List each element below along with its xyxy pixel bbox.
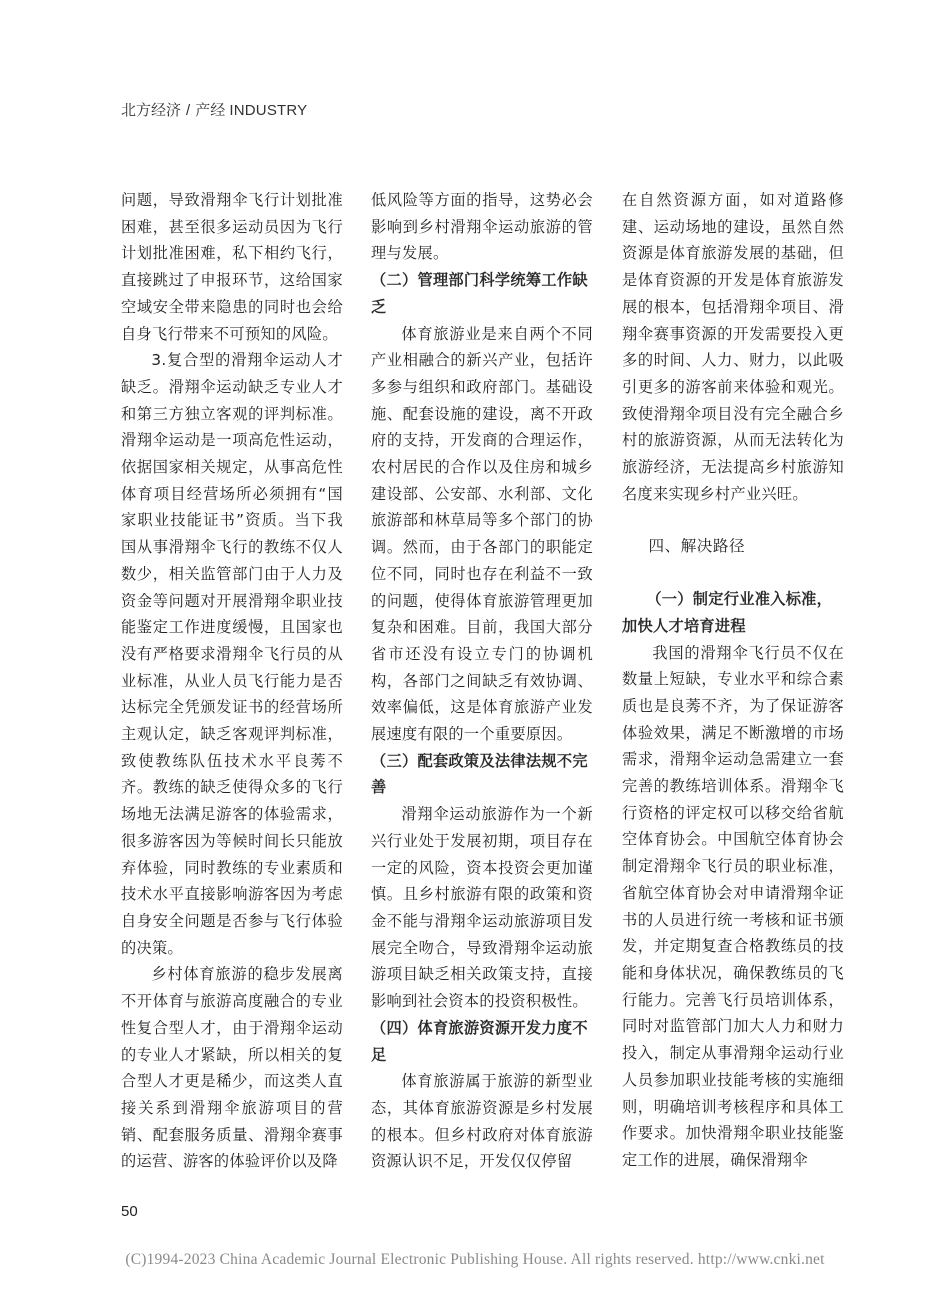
paragraph: 问题，导致滑翔伞飞行计划批准困难，甚至很多运动员因为飞行计划批准困难，私下相约飞行，直接跳过了申报环节，这给国家空域安全带来隐患的同时也会给自身飞行带来不可预知的风险。 <box>121 191 343 343</box>
paragraph: 体育旅游业是来自两个不同产业相融合的新兴产业，包括许多参与组织和政府部门。基础设施、配套设施的建设，离不开政府的支持，开发商的合理运作，农村居民的合作以及住房和城乡建设部、公安部、水利部、文化旅游部和林草局等多个部门的协调。然而，由于各部门的职能定位不同，同时也存在利益不一致的问题，使得体育旅游管理更加复杂和困难。目前，我国大部分省市还没有设立专门的协调机构，各部门之间缺乏有效协调、效率偏低，这是体育旅游产业发展速度有限的一个重要原因。 <box>371 324 593 744</box>
subheading: （二）管理部门科学统筹工作缺乏 <box>371 271 588 316</box>
paragraph: 低风险等方面的指导，这势必会影响到乡村滑翔伞运动旅游的管理与发展。 <box>371 191 593 263</box>
section-name: 产经 <box>195 102 226 119</box>
paragraph: 乡村体育旅游的稳步发展离不开体育与旅游高度融合的专业性复合型人才，由于滑翔伞运动的专业人才紧缺，所以相关的复合型人才更是稀少，而这类人直接关系到滑翔伞旅游项目的营销、配套服务质量、滑翔伞赛事的运营、游客的体验评价以及降 <box>121 965 343 1171</box>
section-heading: 四、解决路径 <box>648 537 746 556</box>
paragraph: 体育旅游属于旅游的新型业态，其体育旅游资源是乡村发展的根本。但乡村政府对体育旅游资源认识不足，开发仅仅停留 <box>371 1072 593 1171</box>
column-right <box>622 187 844 1174</box>
column-left <box>121 187 343 1175</box>
paragraph: 滑翔伞运动旅游作为一个新兴行业处于发展初期，项目存在一定的风险，资本投资会更加谨慎。且乡村旅游有限的政策和资金不能与滑翔伞运动旅游项目发展完全吻合，导致滑翔伞运动旅游项目缺乏相关政策支持，直接影响到社会资本的投资积极性。 <box>371 805 593 1011</box>
paragraph: 3.复合型的滑翔伞运动人才缺乏。滑翔伞运动缺乏专业人才和第三方独立客观的评判标准。滑翔伞运动是一项高危性运动，依据国家相关规定，从事高危性体育项目经营场所必须拥有“国家职业技能证书”资质。当下我国从事滑翔伞飞行的教练不仅人数少，相关监管部门由于人力及资金等问题对开展滑翔伞职业技能鉴定工作进度缓慢，且国家也没有严格要求滑翔伞飞行员的从业标准，从业人员飞行能力是否达标完全凭颁发证书的经营场所主观认定，缺乏客观评判标准，致使教练队伍技术水平良莠不齐。教练的缺乏使得众多的飞行场地无法满足游客的体验需求，很多游客因为等候时间长只能放弃体验，同时教练的专业素质和技术水平直接影响游客因为考虑自身安全问题是否参与飞行体验的决策。 <box>121 351 343 957</box>
column-middle <box>371 187 593 1175</box>
page-number: 50 <box>121 1203 138 1220</box>
subheading: （三）配套政策及法律法规不完善 <box>371 751 588 797</box>
paragraph: 在自然资源方面，如对道路修建、运动场地的建设，虽然自然资源是体育旅游发展的基础，但是体育资源的开发是体育旅游发展的根本，包括滑翔伞项目、滑翔伞赛事资源的开发需要投入更多的时间、人力、财力，以此吸引更多的游客前来体验和观光。致使滑翔伞项目没有完全融合乡村的旅游资源，从而无法转化为旅游经济，无法提高乡村旅游知名度来实现乡村产业兴旺。 <box>622 191 844 503</box>
section-name-en: INDUSTRY <box>229 102 308 119</box>
header-separator: / <box>186 102 191 119</box>
paragraph: 我国的滑翔伞飞行员不仅在数量上短缺，专业水平和综合素质也是良莠不齐，为了保证游客体验效果，满足不断激增的市场需求，滑翔伞运动急需建立一套完善的教练培训体系。滑翔伞飞行资格的评定权可以移交给省航空体育协会。中国航空体育协会制定滑翔伞飞行员的职业标准，省航空体育协会对申请滑翔伞证书的人员进行统一考核和证书颁发，并定期复查合格教练员的技能和身体状况，确保教练员的飞行能力。完善飞行员培训体系，同时对监管部门加大人力和财力投入，制定从事滑翔伞运动行业人员参加职业技能考核的实施细则，明确培训考核程序和具体工作要求。加快滑翔伞职业技能鉴定工作的进展，确保滑翔伞 <box>622 643 844 1169</box>
copyright-footer: (C)1994-2023 China Academic Journal Electronic Publishing House. All rights reserved. http://www.cnki.net <box>125 1251 825 1268</box>
subheading: （一）制定行业准入标准，加快人才培育进程 <box>622 590 833 635</box>
journal-name: 北方经济 <box>121 102 182 119</box>
running-header <box>121 99 307 120</box>
subheading: （四）体育旅游资源开发力度不足 <box>371 1018 588 1064</box>
